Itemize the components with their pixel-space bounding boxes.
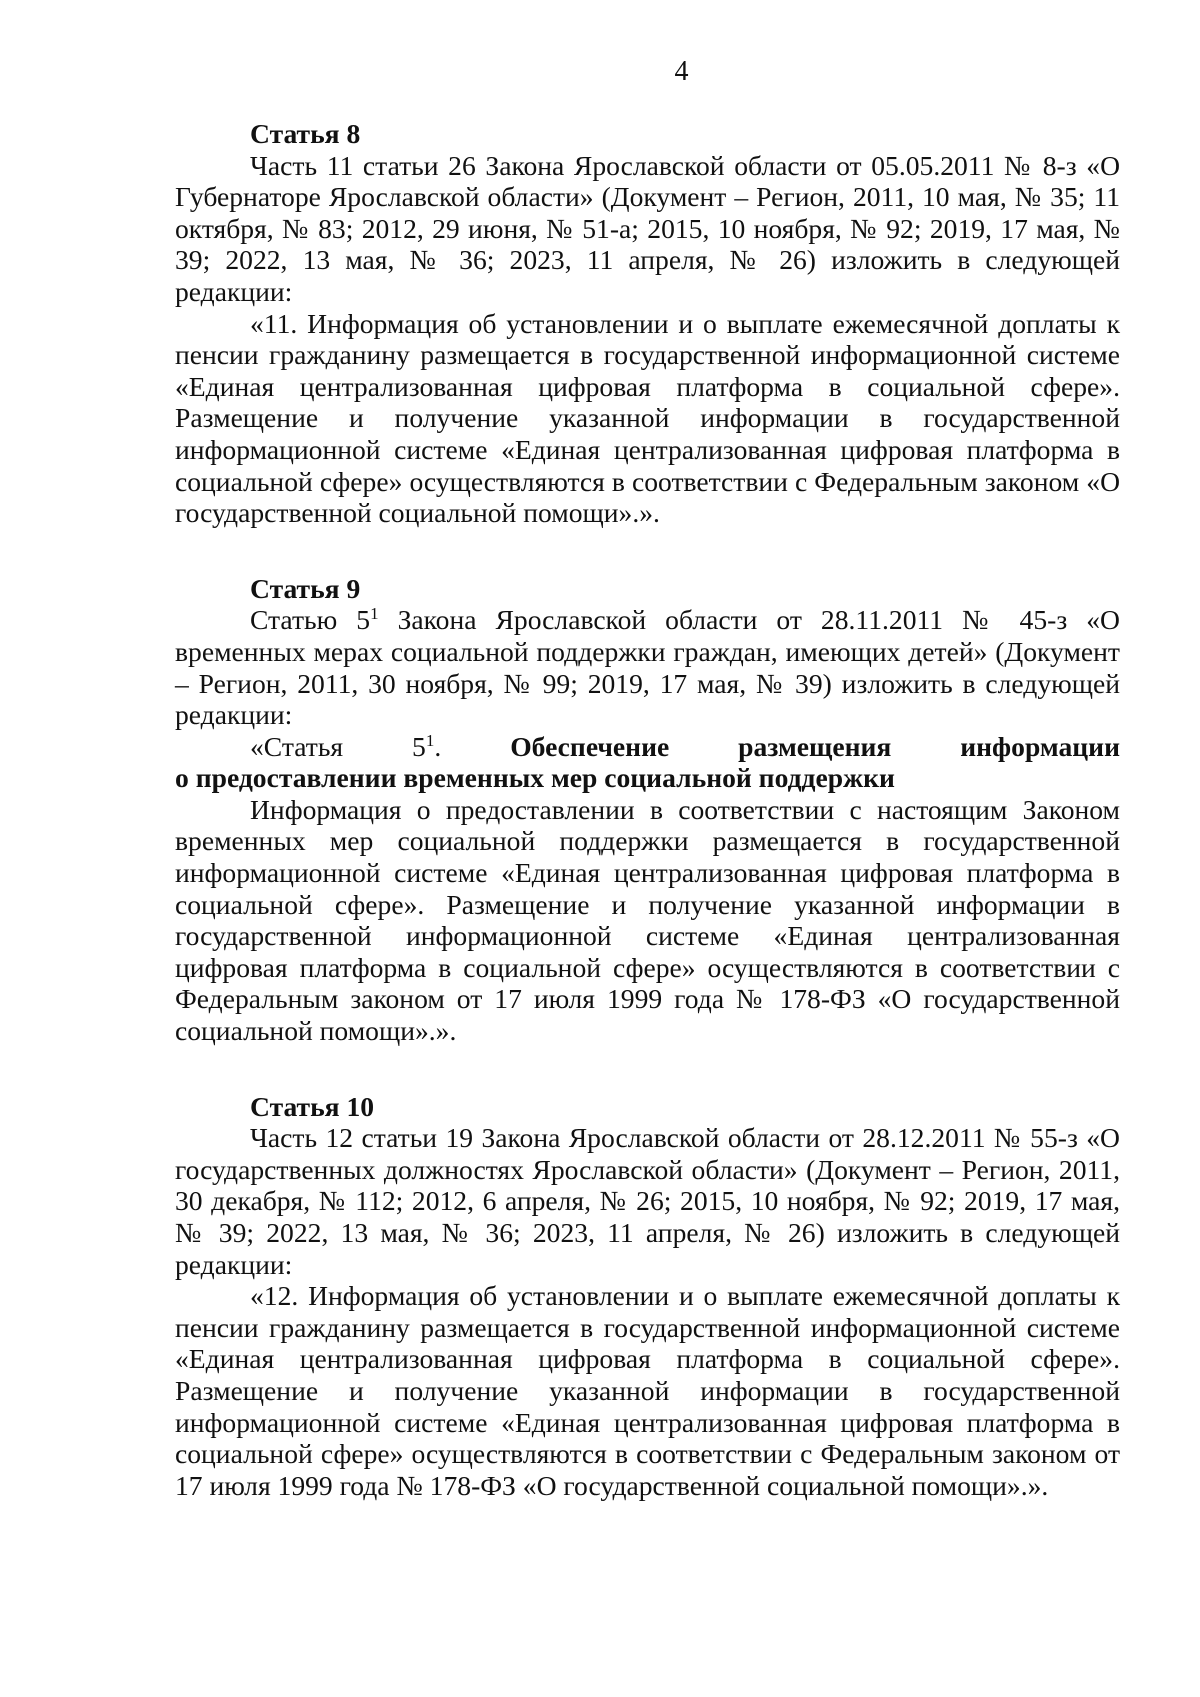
article-10-heading: Статья 10 [250, 1090, 375, 1122]
article-9-body: Информация о предоставлении в соответствии с настоящим Законом временных мер социальной поддержки размещается в государственной информационной системе «Единая централизованная цифровая платформа в социальной сфере». Размещение и получение указанной информации в государственной информационной системе «Единая централизованная цифровая платформа в социальной сфере» осуществляются в соответствии с Федеральным законом от 17 июля 1999 года № 178-ФЗ «О государственной социальной помощи».». [175, 793, 1120, 1047]
article-8-heading: Статья 8 [250, 118, 361, 149]
article-10-intro: Часть 12 статьи 19 Закона Ярославской области от 28.12.2011 № 55-з «О государственных должностях Ярославской области» (Документ – Регион, 2011, 30 декабря, № 112; 2012, 6 апреля, № 26; 2015, 10 ноября, № 92; 2019, 17 мая, № 39; 2022, 13 мая, № 36; 2023, 11 апреля, № 26) изложить в следующей редакции: [175, 1122, 1120, 1280]
article-10 [175, 1091, 1120, 1502]
article-9-intro: Статью $5^1$ Закона Ярославской области от 28.11.2011 № 45-з «О временных мерах социальной поддержки граждан, имеющих детей» (Документ – Регион, 2011, 30 ноября, № 99; 2019, 17 мая, № 39) изложить в следующей редакции: [175, 604, 1120, 731]
page-number: 4 [674, 56, 689, 87]
article-10-quote: «12. Информация об установлении и о выплате ежемесячной доплаты к пенсии гражданину размещается в государственной информационной системе «Единая централизованная цифровая платформа в социальной сфере». Размещение и получение указанной информации в государственной информационной системе «Единая централизованная цифровая платформа в социальной сфере» осуществляются в соответствии с Федеральным законом от 17 июля 1999 года № 178-ФЗ «О государственной социальной помощи».». [175, 1280, 1120, 1501]
document-body [175, 118, 1120, 1501]
article-9-heading: Статья 9 [250, 572, 361, 604]
article-9-new-title-line2: о предоставлении временных мер социальной поддержки [175, 762, 895, 794]
article-9-new-title-line1: «Статья $5^1$. Обеспечение размещения информации [250, 730, 1120, 762]
article-8-intro: Часть 11 статьи 26 Закона Ярославской области от 05.05.2011 № 8-з «О Губернаторе Ярославской области» (Документ – Регион, 2011, 10 мая, № 35; 11 октября, № 83; 2012, 29 июня, № 51-а; 2015, 10 ноября, № 92; 2019, 17 мая, № 39; 2022, 13 мая, № 36; 2023, 11 апреля, № 26) изложить в следующей редакции: [175, 149, 1120, 307]
article-8-quote: «11. Информация об установлении и о выплате ежемесячной доплаты к пенсии гражданину размещается в государственной информационной системе «Единая централизованная цифровая платформа в социальной сфере». Размещение и получение указанной информации в государственной информационной системе «Единая централизованная цифровая платформа в социальной сфере» осуществляются в соответствии с Федеральным законом «О государственной социальной помощи».». [175, 307, 1120, 529]
article-8 [175, 118, 1120, 529]
article-9 [175, 573, 1120, 1047]
